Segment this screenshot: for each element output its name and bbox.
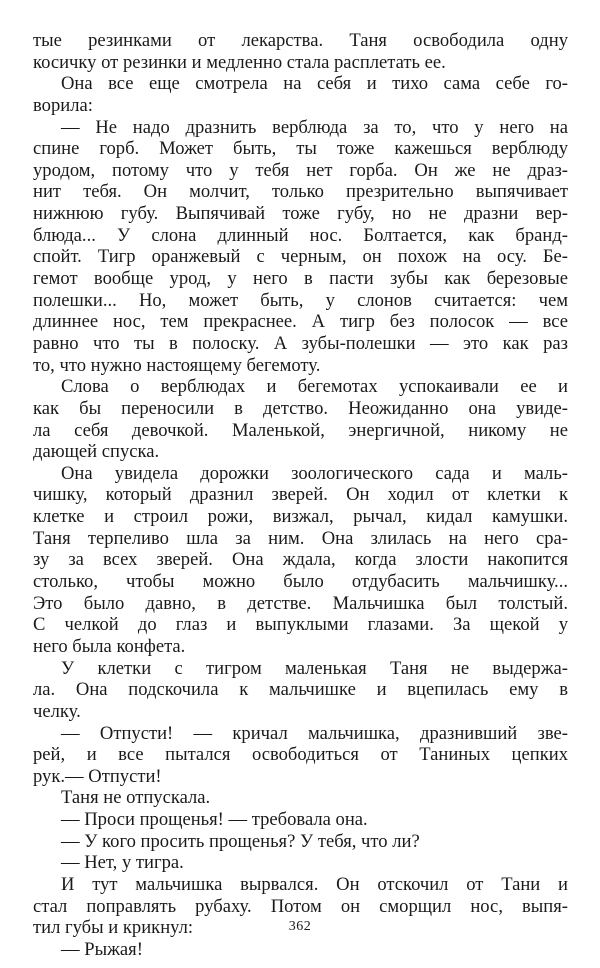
text-line: — Нет, у тигра.: [61, 852, 184, 874]
page-body: [33, 30, 568, 961]
text-line: — Не надо дразнить верблюда за то, что у него на: [61, 116, 568, 138]
text-line: У клетки с тигром маленькая Таня не выдержа-: [61, 657, 568, 679]
text-line: С челкой до глаз и выпуклыми глазами. За щекой у: [33, 614, 568, 636]
text-line: ла. Она подскочила к мальчишке и вцепилась ему в: [33, 679, 568, 701]
text-line: нит тебя. Он молчит, только презрительно выпячивает: [33, 181, 568, 203]
text-line: клетке и строил рожи, визжал, рычал, кидал камушки.: [33, 506, 568, 528]
text-line: полешки... Но, может быть, у слонов считается: чем: [33, 289, 568, 311]
text-line: столько, чтобы можно было отдубасить мальчишку...: [33, 571, 568, 593]
text-line: рук.— Отпусти!: [33, 765, 162, 787]
text-line: зу за всех зверей. Она ждала, когда злости накопится: [33, 549, 568, 571]
text-line: косичку от резинки и медленно стала расплетать ее.: [33, 51, 446, 73]
text-line: длиннее нос, тем прекраснее. А тигр без полосок — все: [33, 311, 568, 333]
text-line: Она все еще смотрела на себя и тихо сама себе го-: [61, 73, 568, 95]
text-line: спине горб. Может быть, ты тоже кажешься верблюду: [33, 138, 568, 160]
text-line: И тут мальчишка вырвался. Он отскочил от Тани и: [61, 873, 568, 895]
page-number: 362: [288, 919, 312, 934]
text-line: Таня не отпускала.: [61, 787, 211, 809]
text-line: рей, и все пытался освободиться от Таниных цепких: [33, 744, 568, 766]
text-line: тые резинками от лекарства. Таня освободила одну: [33, 30, 568, 51]
text-line: стал поправлять рубаху. Потом он сморщил нос, выпя-: [33, 895, 568, 917]
text-line: чишку, который дразнил зверей. Он ходил от клетки к: [33, 484, 568, 506]
text-line: — Отпусти! — кричал мальчишка, дразнивший зве-: [61, 722, 568, 744]
text-line: тил губы и крикнул:: [33, 917, 194, 939]
text-line: уродом, потому что у тебя нет горба. Он же не драз-: [33, 159, 568, 181]
text-line: спойт. Тигр оранжевый с черным, он похож на осу. Бе-: [33, 246, 568, 268]
text-line: — У кого просить прощенья? У тебя, что ли?: [61, 830, 420, 852]
text-line: гемот вообще урод, у него в пасти зубы как березовые: [33, 268, 568, 290]
text-line: Слова о верблюдах и бегемотах успокаивали ее и: [61, 376, 568, 398]
text-line: дающей спуска.: [33, 441, 160, 463]
text-line: Это было давно, в детстве. Мальчишка был толстый.: [33, 592, 568, 614]
text-line: челку.: [33, 700, 81, 722]
text-line: то, что нужно настоящему бегемоту.: [33, 354, 321, 376]
text-line: — Проси прощенья! — требовала она.: [61, 809, 368, 831]
text-line: ла себя девочкой. Маленькой, энергичной, никому не: [33, 419, 568, 441]
text-line: него была конфета.: [33, 635, 186, 657]
text-line: ворила:: [33, 94, 93, 116]
text-line: блюда... У слона длинный нос. Болтается, как бранд-: [33, 224, 568, 246]
text-line: Она увидела дорожки зоологического сада и маль-: [61, 462, 568, 484]
text-line: как бы переносили в детство. Неожиданно она увиде-: [33, 397, 568, 419]
text-line: равно что ты в полоску. А зубы-полешки — это как раз: [33, 332, 568, 354]
text-line: нижнюю губу. Выпячивай тоже губу, но не дразни вер-: [33, 203, 568, 225]
text-line: Таня терпеливо шла за ним. Она злилась на него сра-: [33, 527, 568, 549]
text-line: — Рыжая!: [61, 938, 143, 960]
